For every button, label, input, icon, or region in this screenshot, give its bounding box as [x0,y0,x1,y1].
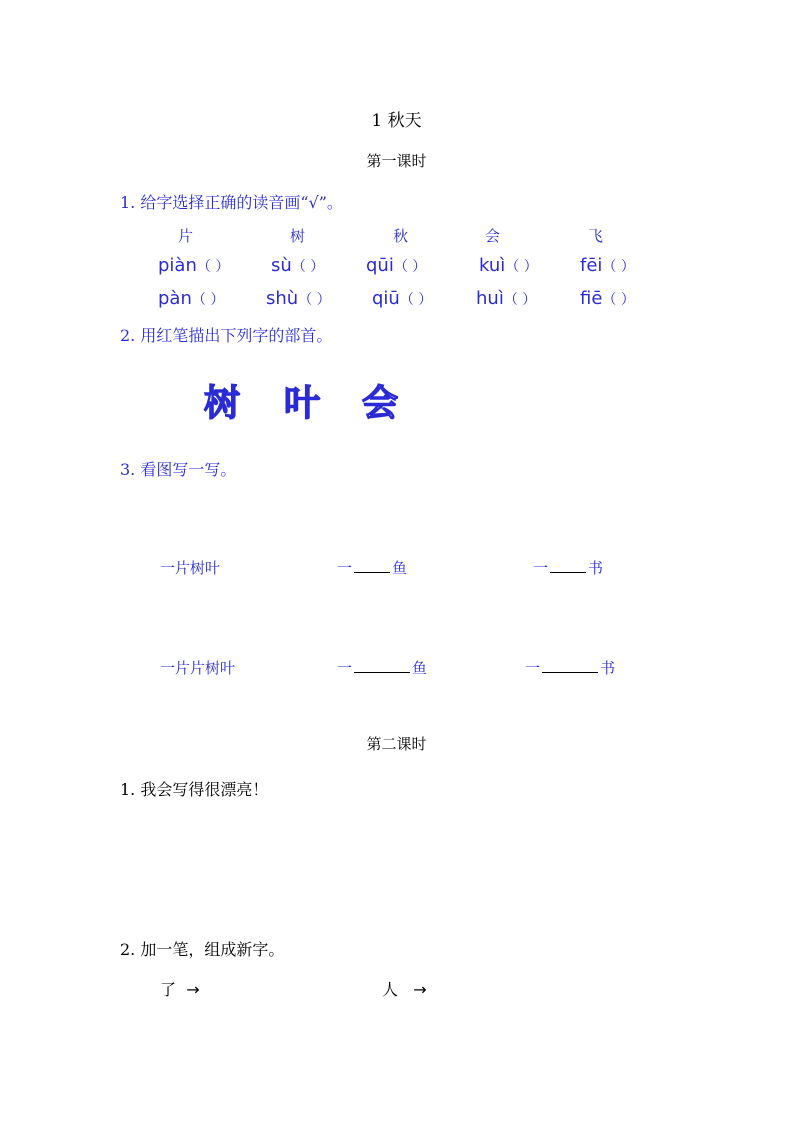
phrase-example: 一片树叶 [160,559,221,577]
pinyin-text: qiū [372,288,400,309]
question-2-text: 2. 用红笔描出下列字的部首。 [120,326,333,345]
pinyin-text: shù [266,288,299,309]
add-stroke-item [160,977,200,1000]
phrase-suffix: 鱼 [392,559,408,577]
lesson2-heading: 第二课时 [366,735,427,753]
pinyin-option [479,255,538,276]
pinyin-option [476,288,536,309]
lesson2-question-2-text: 2. 加一笔，组成新字。 [120,940,285,959]
phrase-prefix: 一 [533,559,549,577]
phrase-suffix: 书 [588,559,604,577]
right-arrow-icon: → [186,980,200,999]
pinyin-option [158,288,224,309]
answer-parentheses[interactable]: （ ） [602,259,635,275]
page-title: 1 秋天 [371,111,422,131]
pinyin-text: fiē [580,288,603,309]
pinyin-option [158,255,229,276]
outline-char-shu[interactable]: 树 [204,383,241,424]
add-stroke-char: 人 [382,980,399,999]
char-hui: 会 [485,227,501,245]
pinyin-option [580,288,635,309]
right-arrow-icon: → [413,980,427,999]
pinyin-option [271,255,324,276]
pinyin-option [266,288,331,309]
answer-parentheses[interactable]: （ ） [393,259,427,275]
phrase-example: 一片片树叶 [160,659,236,677]
phrase-fill-book [525,657,615,678]
char-pian: 片 [178,227,194,245]
pinyin-option [366,255,426,276]
phrase-fill-fish [337,657,427,678]
pinyin-option [372,288,432,309]
answer-blank[interactable] [354,558,390,573]
phrase-suffix: 鱼 [412,659,428,677]
pinyin-text: qūi [366,255,394,276]
lesson2-question-1-text: 1. 我会写得很漂亮！ [120,780,269,799]
add-stroke-item [382,977,427,1000]
add-stroke-char: 了 [160,980,177,999]
answer-parentheses[interactable]: （ ） [399,292,433,308]
question-1-text: 1. 给字选择正确的读音画“√”。 [120,193,343,212]
phrase-prefix: 一 [337,559,353,577]
pinyin-text: kuì [479,255,506,276]
pinyin-option [580,255,635,276]
outline-char-ye[interactable]: 叶 [284,383,321,424]
answer-blank[interactable] [542,658,598,673]
char-shu: 树 [290,227,306,245]
char-qiu: 秋 [393,227,409,245]
answer-parentheses[interactable]: （ ） [196,259,230,275]
pinyin-text: pàn [158,288,192,309]
phrase-suffix: 书 [600,659,616,677]
pinyin-text: sù [271,255,292,276]
answer-parentheses[interactable]: （ ） [505,259,538,275]
lesson1-heading: 第一课时 [366,152,427,170]
outline-char-hui[interactable]: 会 [362,383,399,424]
answer-parentheses[interactable]: （ ） [291,259,325,275]
char-fei: 飞 [588,227,604,245]
answer-blank[interactable] [354,658,410,673]
phrase-fill-fish [337,557,407,578]
answer-parentheses[interactable]: （ ） [298,292,331,308]
pinyin-text: piàn [158,255,197,276]
pinyin-text: huì [476,288,504,309]
answer-parentheses[interactable]: （ ） [191,292,225,308]
pinyin-text: fēi [580,255,603,276]
answer-parentheses[interactable]: （ ） [602,292,635,308]
phrase-prefix: 一 [525,659,541,677]
answer-blank[interactable] [550,558,586,573]
phrase-fill-book [533,557,603,578]
answer-parentheses[interactable]: （ ） [503,292,537,308]
question-3-text: 3. 看图写一写。 [120,460,237,479]
phrase-prefix: 一 [337,659,353,677]
